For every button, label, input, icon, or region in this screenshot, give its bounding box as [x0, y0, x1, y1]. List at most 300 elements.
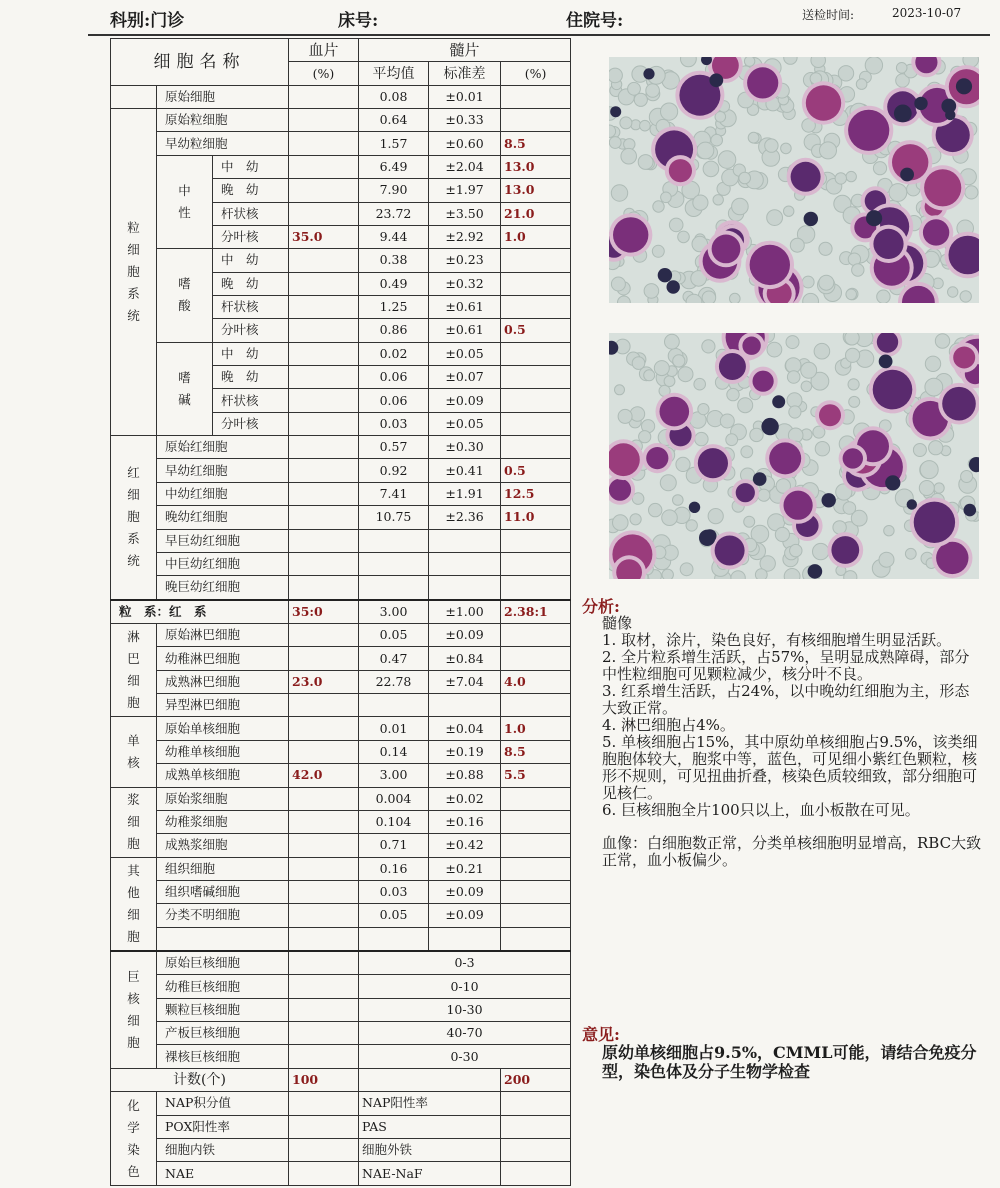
table-row [111, 436, 571, 459]
cell-name: 晚巨幼红细胞 [157, 576, 289, 600]
cell-sd: ±0.05 [429, 412, 501, 435]
cell-marrow-pct [501, 272, 571, 295]
table-row [111, 904, 571, 927]
col-name-header: 细胞名称 [111, 39, 289, 86]
cell-marrow-pct: 0.5 [501, 319, 571, 342]
cell-marrow-pct: 1.0 [501, 225, 571, 248]
cell-sd: ±0.61 [429, 295, 501, 318]
chem-right-value [501, 1138, 571, 1161]
cell-marrow-pct: 8.5 [501, 740, 571, 763]
cell-mean: 7.41 [359, 482, 429, 505]
col-marrow-pct: (%) [501, 62, 571, 85]
col-marrow-header: 髓片 [359, 39, 571, 62]
cell-name: 晚 幼 [213, 272, 289, 295]
cell-marrow-pct [501, 529, 571, 552]
chem-left-value [289, 1115, 359, 1138]
cell-name: 幼稚淋巴细胞 [157, 647, 289, 670]
cell-mean: 0.49 [359, 272, 429, 295]
cell-name: 成熟单核细胞 [157, 764, 289, 787]
cell-mean: 0.08 [359, 85, 429, 108]
cell-name: 原始红细胞 [157, 436, 289, 459]
table-row [111, 459, 571, 482]
table-row [111, 109, 571, 132]
cell-name: 中 幼 [213, 342, 289, 365]
cell-blood-pct [289, 717, 359, 740]
table-row [111, 764, 571, 787]
cell-mean: 0.38 [359, 249, 429, 272]
bone-marrow-micrograph [609, 333, 979, 579]
analysis-item: 5. 单核细胞占15%，其中原幼单核细胞占9.5%，该类细胞胞体较大，胞浆中等，蓝色，可见细小紫红色颗粒，核形不规则，可见扭曲折叠，核染色质较细致，部分细胞可见核仁。 [602, 733, 978, 802]
cell-name: 中 幼 [213, 155, 289, 178]
cell-marrow-pct: 4.0 [501, 670, 571, 693]
cell-mean [359, 529, 429, 552]
cell-blood-pct [289, 506, 359, 529]
table-row [111, 482, 571, 505]
cell-marrow-pct [501, 576, 571, 600]
cell-marrow-pct: 13.0 [501, 155, 571, 178]
cell-range: 0-30 [359, 1045, 571, 1068]
group-plasma: 浆 细 胞 [111, 787, 157, 857]
table-row [111, 834, 571, 857]
cell-name: 产板巨核细胞 [157, 1022, 289, 1045]
cell-sd: ±0.09 [429, 880, 501, 903]
cell-sd: ±7.04 [429, 670, 501, 693]
cell-blood-pct [289, 412, 359, 435]
cell-marrow-pct: 1.0 [501, 717, 571, 740]
cell-name: 中巨幼红细胞 [157, 552, 289, 575]
table-row [111, 623, 571, 646]
chem-right: NAP阳性率 [359, 1092, 501, 1115]
cell-mean: 10.75 [359, 506, 429, 529]
analysis-item: 1. 取材，涂片，染色良好，有核细胞增生明显活跃。 [602, 631, 952, 649]
cell-mean: 1.57 [359, 132, 429, 155]
cell-mean: 22.78 [359, 670, 429, 693]
opinion-section [582, 1026, 982, 1081]
cell-mean: 0.03 [359, 412, 429, 435]
cell-name: 颗粒巨核细胞 [157, 998, 289, 1021]
cell-marrow-pct [501, 552, 571, 575]
table-row [111, 552, 571, 575]
group-chem: 化 学 染 色 [111, 1092, 157, 1186]
cell-name: 杆状核 [213, 202, 289, 225]
chem-right-value [501, 1162, 571, 1186]
cell-blood-pct [289, 623, 359, 646]
cell-blood-pct [289, 576, 359, 600]
cell-mean [359, 552, 429, 575]
cell-blood-pct: 23.0 [289, 670, 359, 693]
cell-mean: 0.47 [359, 647, 429, 670]
cell-sd [429, 529, 501, 552]
table-row [111, 1092, 571, 1115]
table-row [111, 787, 571, 810]
cell-sd: ±0.09 [429, 623, 501, 646]
cell-blood-pct [289, 694, 359, 717]
cell-range: 0-3 [359, 951, 571, 975]
cell-name: 中 幼 [213, 249, 289, 272]
cell-marrow-pct [501, 694, 571, 717]
group-erythroid: 红 细 胞 系 统 [111, 436, 157, 600]
cell-name: 早幼红细胞 [157, 459, 289, 482]
cell-name: 晚 幼 [213, 366, 289, 389]
cell-blood-pct [289, 552, 359, 575]
cell-mean: 6.49 [359, 155, 429, 178]
cell-sd: ±0.01 [429, 85, 501, 108]
dept-value: 门诊 [150, 11, 185, 31]
cell-mean: 0.16 [359, 857, 429, 880]
cell-sd: ±0.07 [429, 366, 501, 389]
cell-blood-pct [289, 834, 359, 857]
analysis-item: 6. 巨核细胞全片100只以上，血小板散在可见。 [602, 801, 920, 819]
cell-marrow-pct [501, 389, 571, 412]
chem-left-value [289, 1138, 359, 1161]
cell-name: 原始巨核细胞 [157, 951, 289, 975]
cell-blood-pct [289, 740, 359, 763]
analysis-item: 3. 红系增生活跃，占24%，以中晚幼红细胞为主，形态大致正常。 [602, 682, 970, 717]
cell-marrow-pct: 11.0 [501, 506, 571, 529]
cell-marrow-pct [501, 85, 571, 108]
group-granulocyte: 粒 细 胞 系 统 [111, 109, 157, 436]
cell-mean: 0.06 [359, 389, 429, 412]
cell-marrow-pct [501, 647, 571, 670]
cell-marrow-pct [501, 880, 571, 903]
cell-blood-pct [289, 272, 359, 295]
cell-marrow-pct [501, 927, 571, 951]
cell-blood-pct [289, 342, 359, 365]
cell-name: 分类不明细胞 [157, 904, 289, 927]
cell-mean: 0.86 [359, 319, 429, 342]
cell-name: 原始浆细胞 [157, 787, 289, 810]
cell-marrow-pct [501, 787, 571, 810]
cell-sd: ±1.00 [429, 600, 501, 624]
cell-blood-pct [289, 436, 359, 459]
cell-name: 原始粒细胞 [157, 109, 289, 132]
cell-name: 杆状核 [213, 389, 289, 412]
cell-marrow-pct [501, 342, 571, 365]
analysis-item: 4. 淋巴细胞占4%。 [602, 716, 735, 734]
chem-left: NAP积分值 [157, 1092, 289, 1115]
cell-mean: 7.90 [359, 179, 429, 202]
cell-sd: ±0.61 [429, 319, 501, 342]
bed-label: 床号: [338, 11, 379, 31]
cell-name: 幼稚浆细胞 [157, 810, 289, 833]
analysis-section [582, 598, 982, 869]
cell-blood-pct [289, 179, 359, 202]
col-mean: 平均值 [359, 62, 429, 85]
cell-mean: 0.92 [359, 459, 429, 482]
table-row [111, 576, 571, 600]
table-row [111, 670, 571, 693]
cell-name: 分叶核 [213, 319, 289, 342]
cell-sd: ±0.41 [429, 459, 501, 482]
cell-marrow-pct: 5.5 [501, 764, 571, 787]
cell-mean: 0.104 [359, 810, 429, 833]
count-blood: 100 [289, 1068, 359, 1091]
cell-name: 成熟淋巴细胞 [157, 670, 289, 693]
group-mega: 巨 核 细 胞 [111, 951, 157, 1068]
cell-sd [429, 552, 501, 575]
cell-mean: 3.00 [359, 764, 429, 787]
cell-marrow-pct: 12.5 [501, 482, 571, 505]
cell-blood-pct [289, 109, 359, 132]
cell-sd: ±0.23 [429, 249, 501, 272]
group-basophil: 嗜 碱 [157, 342, 213, 435]
analysis-item: 2. 全片粒系增生活跃，占57%，呈明显成熟障碍，部分中性粒细胞可见颗粒减少，核分叶不良。 [602, 648, 970, 683]
analysis-subtitle: 髓像 [602, 614, 633, 632]
cell-range: 40-70 [359, 1022, 571, 1045]
cell-blood-pct [289, 927, 359, 951]
table-row [111, 155, 571, 178]
cell-sd: ±0.04 [429, 717, 501, 740]
cell-sd: ±1.97 [429, 179, 501, 202]
cell-blood-pct [289, 904, 359, 927]
cell-mean: 0.57 [359, 436, 429, 459]
table-row [111, 927, 571, 951]
table-row [111, 975, 571, 998]
table-row [111, 951, 571, 975]
cell-name: 组织细胞 [157, 857, 289, 880]
blood-picture-text: 血像：白细胞数正常，分类单核细胞明显增高，RBC大致正常，血小板偏少。 [602, 834, 982, 869]
table-row [111, 810, 571, 833]
cell-name: 分叶核 [213, 225, 289, 248]
table-row [111, 132, 571, 155]
cell-name: 早巨幼红细胞 [157, 529, 289, 552]
group-mono: 单 核 [111, 717, 157, 787]
cell-mean: 0.05 [359, 623, 429, 646]
cell-blood-pct [289, 1022, 359, 1045]
table-row [111, 647, 571, 670]
chem-right: PAS [359, 1115, 501, 1138]
dept-label: 科别:门诊 [110, 11, 185, 31]
analysis-title: 分析: [582, 597, 620, 616]
cell-mean: 23.72 [359, 202, 429, 225]
cell-sd: ±2.04 [429, 155, 501, 178]
table-row [111, 1068, 571, 1091]
group-neutrophil: 中 性 [157, 155, 213, 248]
cell-range: 10-30 [359, 998, 571, 1021]
cell-name: 杆状核 [213, 295, 289, 318]
table-row [111, 740, 571, 763]
cell-marrow-pct [501, 249, 571, 272]
table-row [111, 529, 571, 552]
cell-name: 分叶核 [213, 412, 289, 435]
table-row [111, 342, 571, 365]
cell-name: 原始细胞 [157, 85, 289, 108]
table-row [111, 1022, 571, 1045]
opinion-title: 意见: [582, 1025, 620, 1044]
date-label: 送检时间: [802, 8, 855, 22]
cell-marrow-pct [501, 295, 571, 318]
cell-blood-pct [289, 295, 359, 318]
cell-name: 晚幼红细胞 [157, 506, 289, 529]
cell-marrow-pct [501, 436, 571, 459]
admission-label: 住院号: [566, 11, 624, 31]
table-row [111, 1115, 571, 1138]
bone-marrow-micrograph [609, 57, 979, 303]
cell-name: 早幼粒细胞 [157, 132, 289, 155]
cell-name: 组织嗜碱细胞 [157, 880, 289, 903]
chem-right: 细胞外铁 [359, 1138, 501, 1161]
cell-mean: 0.71 [359, 834, 429, 857]
chem-left: POX阳性率 [157, 1115, 289, 1138]
cell-name: 粒 系：红 系 [111, 600, 289, 624]
table-row [111, 694, 571, 717]
col-sd: 标准差 [429, 62, 501, 85]
cell-blood-pct: 42.0 [289, 764, 359, 787]
cell-blood-pct [289, 155, 359, 178]
opinion-text: 原幼单核细胞占9.5%，CMML可能，请结合免疫分型，染色体及分子生物学检查 [602, 1043, 977, 1081]
cell-blood-pct [289, 202, 359, 225]
cell-blood-pct [289, 975, 359, 998]
group-lymph: 淋 巴 细 胞 [111, 623, 157, 716]
cell-blood-pct [289, 1045, 359, 1068]
cell-mean: 0.03 [359, 880, 429, 903]
cell-marrow-pct [501, 412, 571, 435]
cell-blood-pct [289, 647, 359, 670]
table-row [111, 249, 571, 272]
cell-mean: 0.64 [359, 109, 429, 132]
count-empty [359, 1068, 501, 1091]
cell-mean [359, 576, 429, 600]
cell-marrow-pct [501, 904, 571, 927]
cell-blood-pct [289, 529, 359, 552]
cell-mean [359, 694, 429, 717]
cell-mean: 0.06 [359, 366, 429, 389]
cell-name: 裸核巨核细胞 [157, 1045, 289, 1068]
cell-sd: ±0.32 [429, 272, 501, 295]
cell-blood-pct [289, 85, 359, 108]
cell-marrow-pct: 13.0 [501, 179, 571, 202]
cell-mean: 0.14 [359, 740, 429, 763]
cell-sd: ±0.09 [429, 904, 501, 927]
group-eosinophil: 嗜 酸 [157, 249, 213, 342]
cell-blood-pct [289, 482, 359, 505]
cell-mean: 0.05 [359, 904, 429, 927]
chem-left-value [289, 1162, 359, 1186]
cell-blood-pct [289, 787, 359, 810]
cell-sd: ±0.16 [429, 810, 501, 833]
cell-sd [429, 927, 501, 951]
cell-mean [359, 927, 429, 951]
cell-sd: ±0.21 [429, 857, 501, 880]
cell-sd: ±2.92 [429, 225, 501, 248]
chem-left: 细胞内铁 [157, 1138, 289, 1161]
cell-name: 幼稚巨核细胞 [157, 975, 289, 998]
cell-marrow-pct: 2.38:1 [501, 600, 571, 624]
cell-marrow-pct: 0.5 [501, 459, 571, 482]
cell-name: 异型淋巴细胞 [157, 694, 289, 717]
cell-sd: ±1.91 [429, 482, 501, 505]
col-blood-header: 血片 [289, 39, 359, 62]
cell-blood-pct [289, 880, 359, 903]
cell-marrow-pct [501, 857, 571, 880]
cell-sd [429, 694, 501, 717]
chem-right-value [501, 1115, 571, 1138]
cell-sd: ±0.30 [429, 436, 501, 459]
cell-blood-pct [289, 459, 359, 482]
cell-mean: 3.00 [359, 600, 429, 624]
cell-blood-pct [289, 810, 359, 833]
table-row [111, 857, 571, 880]
table-row [111, 1162, 571, 1186]
cell-marrow-pct [501, 834, 571, 857]
group-other: 其 他 细 胞 [111, 857, 157, 951]
table-row [111, 1138, 571, 1161]
cell-blood-pct [289, 132, 359, 155]
cell-name: 中幼红细胞 [157, 482, 289, 505]
cell-name: 原始淋巴细胞 [157, 623, 289, 646]
chem-left-value [289, 1092, 359, 1115]
cell-marrow-pct [501, 810, 571, 833]
table-row [111, 880, 571, 903]
cell-blood-pct [289, 389, 359, 412]
table-row [111, 998, 571, 1021]
cell-name: 成熟浆细胞 [157, 834, 289, 857]
cell-sd: ±0.33 [429, 109, 501, 132]
cell-marrow-pct [501, 109, 571, 132]
cell-blood-pct: 35:0 [289, 600, 359, 624]
chem-left: NAE [157, 1162, 289, 1186]
cell-mean: 0.02 [359, 342, 429, 365]
cell-marrow-pct [501, 366, 571, 389]
cell-sd: ±0.88 [429, 764, 501, 787]
date-value: 2023-10-07 [892, 6, 962, 20]
cell-marrow-pct: 8.5 [501, 132, 571, 155]
cell-name [157, 927, 289, 951]
cell-sd: ±0.19 [429, 740, 501, 763]
cell-sd: ±0.02 [429, 787, 501, 810]
chem-right-value [501, 1092, 571, 1115]
cell-blood-pct [289, 857, 359, 880]
cell-blood-pct [289, 366, 359, 389]
cell-range: 0-10 [359, 975, 571, 998]
cell-blood-pct [289, 998, 359, 1021]
cell-sd: ±0.60 [429, 132, 501, 155]
cell-marrow-pct [501, 623, 571, 646]
cell-mean: 0.01 [359, 717, 429, 740]
col-blood-pct: (%) [289, 62, 359, 85]
cell-sd: ±0.84 [429, 647, 501, 670]
cell-blood-pct [289, 249, 359, 272]
count-label: 计数(个) [111, 1068, 289, 1091]
cell-blood-pct: 35.0 [289, 225, 359, 248]
cell-name: 原始单核细胞 [157, 717, 289, 740]
table-row [111, 600, 571, 624]
group-cell [111, 85, 157, 108]
cell-mean: 0.004 [359, 787, 429, 810]
chem-right: NAE-NaF [359, 1162, 501, 1186]
table-row [111, 85, 571, 108]
cell-name: 幼稚单核细胞 [157, 740, 289, 763]
table-row [111, 506, 571, 529]
cell-mean: 9.44 [359, 225, 429, 248]
cell-name: 晚 幼 [213, 179, 289, 202]
cell-sd: ±2.36 [429, 506, 501, 529]
cell-count-table [110, 38, 571, 1186]
cell-sd: ±3.50 [429, 202, 501, 225]
cell-sd: ±0.05 [429, 342, 501, 365]
header-divider [88, 34, 990, 36]
cell-blood-pct [289, 951, 359, 975]
cell-blood-pct [289, 319, 359, 342]
table-row [111, 717, 571, 740]
table-row [111, 1045, 571, 1068]
count-marrow: 200 [501, 1068, 571, 1091]
cell-sd [429, 576, 501, 600]
cell-sd: ±0.09 [429, 389, 501, 412]
cell-sd: ±0.42 [429, 834, 501, 857]
cell-mean: 1.25 [359, 295, 429, 318]
cell-marrow-pct: 21.0 [501, 202, 571, 225]
